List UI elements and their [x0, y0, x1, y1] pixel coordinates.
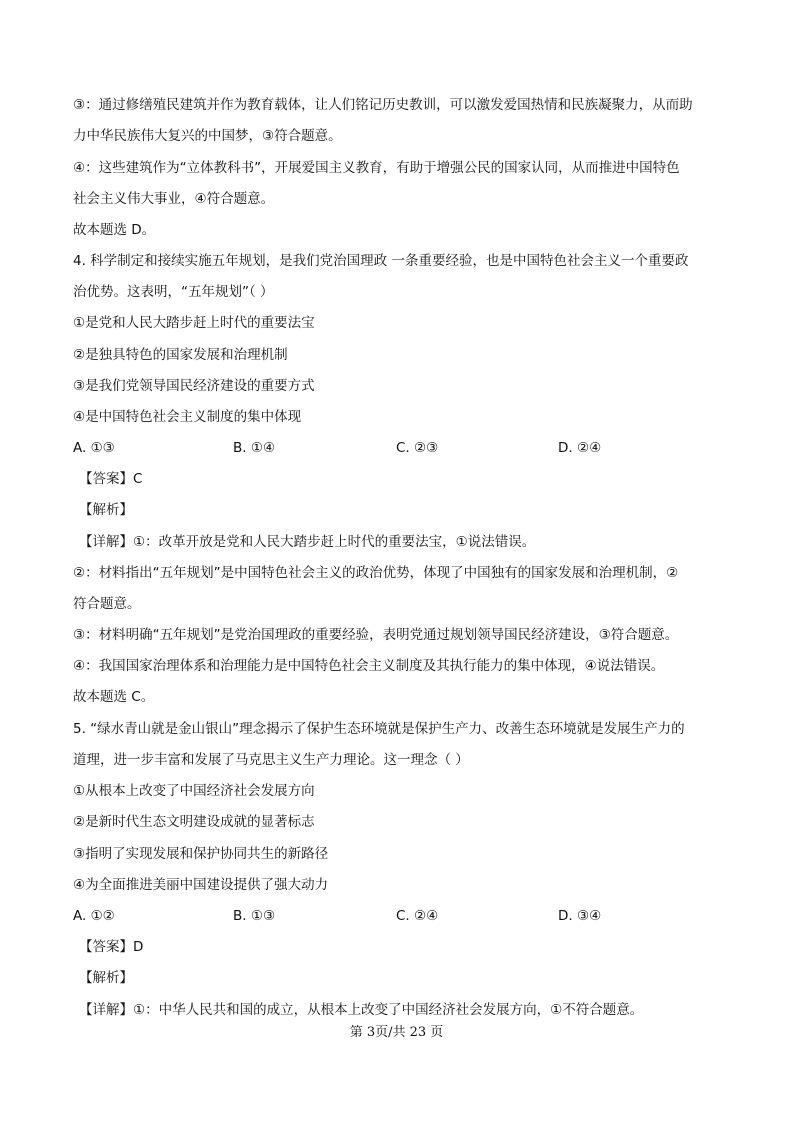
explanation-line: ③：材料明确“五年规划”是党治国理政的重要经验，表明党通过规划领导国民经济建设，③符合题意。	[73, 627, 679, 643]
text-line: 故本题选 D。	[73, 222, 156, 238]
question-4-stem: 4. 科学制定和接续实施五年规划，是我们党治国理政 一条重要经验，也是中国特色社会主义一个重要政	[73, 253, 689, 269]
answer-value: D	[133, 939, 144, 955]
explanation-line: ④：我国国家治理体系和治理能力是中国特色社会主义制度及其执行能力的集中体现，④说法错误。	[73, 658, 665, 674]
page-footer: 第 3页/共 23 页	[349, 1025, 444, 1040]
text-line: ③：通过修缮殖民建筑并作为教育载体，让人们铭记历史教训，可以激发爱国热情和民族凝聚力，从而助	[73, 97, 693, 113]
option-c: C. ②④	[396, 908, 439, 924]
question-5-stem: 道理，进一步丰富和发展了马克思主义生产力理论。这一理念（ ）	[73, 752, 469, 768]
question-5-statement: ①从根本上改变了中国经济社会发展方向	[73, 783, 315, 799]
explanation-line: 【详解】①：改革开放是党和人民大踏步赶上时代的重要法宝，①说法错误。	[79, 534, 536, 550]
analysis-tag: 【解析】	[79, 502, 133, 518]
question-5-statement: ③指明了实现发展和保护协同共生的新路径	[73, 846, 329, 862]
question-5-statement: ②是新时代生态文明建设成就的显著标志	[73, 814, 315, 830]
text-line: 社会主义伟大事业，④符合题意。	[73, 191, 275, 207]
question-4-stem: 治优势。这表明，“五年规划”（ ）	[73, 284, 274, 300]
option-b: B. ①③	[233, 908, 276, 924]
answer-line	[79, 470, 739, 488]
explanation-line: 【详解】①：中华人民共和国的成立，从根本上改变了中国经济社会发展方向，①不符合题意。	[79, 1002, 644, 1018]
question-4-statement: ①是党和人民大踏步赶上时代的重要法宝	[73, 315, 315, 331]
answer-tag: 【答案】	[79, 471, 133, 487]
option-a: A. ①③	[73, 440, 115, 456]
option-c: C. ②③	[396, 440, 439, 456]
explanation-line: ②：材料指出“五年规划”是中国特色社会主义的政治优势，体现了中国独有的国家发展和治理机制，②	[73, 565, 679, 581]
question-5-stem: 5. “绿水青山就是金山银山”理念揭示了保护生态环境就是保护生产力、改善生态环境就是发展生产力的	[73, 721, 685, 737]
analysis-tag: 【解析】	[79, 970, 133, 986]
answer-tag: 【答案】	[79, 939, 133, 955]
option-d: D. ③④	[558, 908, 602, 924]
explanation-line: 符合题意。	[73, 596, 141, 612]
option-a: A. ①②	[73, 908, 115, 924]
question-4-statement: ②是独具特色的国家发展和治理机制	[73, 347, 288, 363]
question-5-statement: ④为全面推进美丽中国建设提供了强大动力	[73, 877, 329, 893]
text-line: 力中华民族伟大复兴的中国梦，③符合题意。	[73, 128, 342, 144]
text-line: ④：这些建筑作为“立体教科书”，开展爱国主义教育，有助于增强公民的国家认同，从而推进中国特色	[73, 160, 680, 176]
answer-line	[79, 938, 739, 956]
option-b: B. ①④	[233, 440, 276, 456]
text-line: 故本题选 C。	[73, 689, 155, 705]
question-4-statement: ④是中国特色社会主义制度的集中体现	[73, 409, 302, 425]
option-d: D. ②④	[558, 440, 602, 456]
answer-value: C	[133, 471, 143, 487]
question-4-statement: ③是我们党领导国民经济建设的重要方式	[73, 378, 315, 394]
